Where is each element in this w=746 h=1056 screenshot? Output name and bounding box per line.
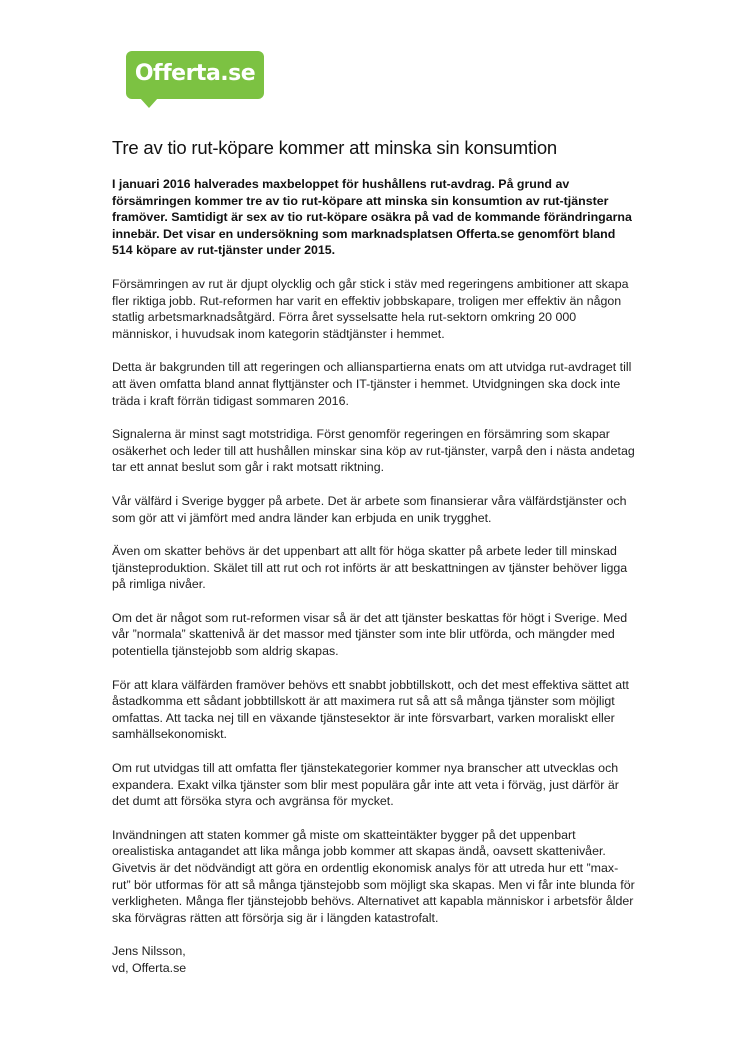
article-lead: I januari 2016 halverades maxbeloppet för hushållens rut-avdrag. På grund av försämringen kommer tre av tio rut-köpare att minska sin konsumtion av rut-tjänster framöver. Samtidigt är sex av tio rut-köpare osäkra på vad de kommande förändringarna innebär. Det visar en undersökning som marknadsplatsen Offerta.se genomfört bland 514 köpare av rut-tjänster under 2015. bbox=[112, 177, 632, 258]
paragraph-6: Om det är något som rut-reformen visar så är det att tjänster beskattas för högt i Sverige. Med vår ”normala” skattenivå är det massor med tjänster som inte blir utförda, och mängder med potentiella tjänstejobb som aldrig skapas. bbox=[112, 610, 628, 659]
paragraph-1: Försämringen av rut är djupt olycklig och går stick i stäv med regeringens ambitioner att skapa fler riktiga jobb. Rut-reformen har varit en effektiv jobbskapare, troligen mer effektiv än någon statlig arbetsmarknadsåtgärd. Förra året sysselsatte hela rut-sektorn omkring 20 000 människor, i huvudsak inom kategorin städtjänster i hemmet. bbox=[112, 276, 629, 341]
paragraph-8: Om rut utvidgas till att omfatta fler tjänstekategorier kommer nya branscher att utvecklas och expandera. Exakt vilka tjänster som blir mest populära går inte att veta i förväg, just därför är det dumt att försöka styra och avgränsa för mycket. bbox=[112, 761, 619, 809]
paragraph-5: Även om skatter behövs är det uppenbart att allt för höga skatter på arbete leder till minskad tjänsteproduktion. Skälet till att rut och rot införts är att beskattningen av tjänster behöver ligga på rimliga nivåer. bbox=[112, 544, 628, 592]
paragraph-2: Detta är bakgrunden till att regeringen och allianspartierna enats om att utvidga rut-avdraget till att även omfatta bland annat flyttjänster och IT-tjänster i hemmet. Utvidgningen ska dock inte träda i kraft förrän tidigast sommaren 2016. bbox=[112, 360, 632, 408]
article bbox=[112, 136, 636, 977]
paragraph-9: Invändningen att staten kommer gå miste om skatteintäkter bygger på det uppenbart orealistiska antagandet att lika många jobb kommer att skapas ändå, oavsett skattenivåer. Givetvis är det nödvändigt att göra en ordentlig ekonomisk analys för att utreda hur ett ”max-rut” bör utformas för att så många tjänstejobb som möjligt ska skapas. Men vi får inte blunda för verkligheten. Många fler tjänstejobb behövs. Alternativet att kapabla människor i arbetsför ålder ska förvägras rätten att försörja sig är i längden katastrofalt. bbox=[112, 827, 635, 925]
signature-role: vd, Offerta.se bbox=[112, 960, 187, 975]
logo-text: Offerta.se bbox=[134, 61, 256, 86]
paragraph-7: För att klara välfärden framöver behövs ett snabbt jobbtillskott, och det mest effektiva sättet att åstadkomma ett sådant jobbtillskott är att maximera rut så att så många tjänster som möjligt omfattas. Att tacka nej till en växande tjänstesektor är inte försvarbart, varken moraliskt eller samhällsekonomiskt. bbox=[112, 677, 629, 742]
signature-name: Jens Nilsson, bbox=[112, 944, 186, 959]
offerta-logo bbox=[126, 51, 264, 99]
paragraph-3: Signalerna är minst sagt motstridiga. Först genomför regeringen en försämring som skapar osäkerhet och leder till att hushållen minskar sina köp av rut-tjänster, varpå den i nästa andetag tar ett annat beslut som går i rakt motsatt riktning. bbox=[112, 427, 635, 475]
paragraph-4: Vår välfärd i Sverige bygger på arbete. Det är arbete som finansierar våra välfärdstjänster och som gör att vi jämfört med andra länder kan erbjuda en unik trygghet. bbox=[112, 493, 627, 525]
signature bbox=[112, 943, 636, 976]
article-title: Tre av tio rut-köpare kommer att minska sin konsumtion bbox=[112, 137, 558, 158]
